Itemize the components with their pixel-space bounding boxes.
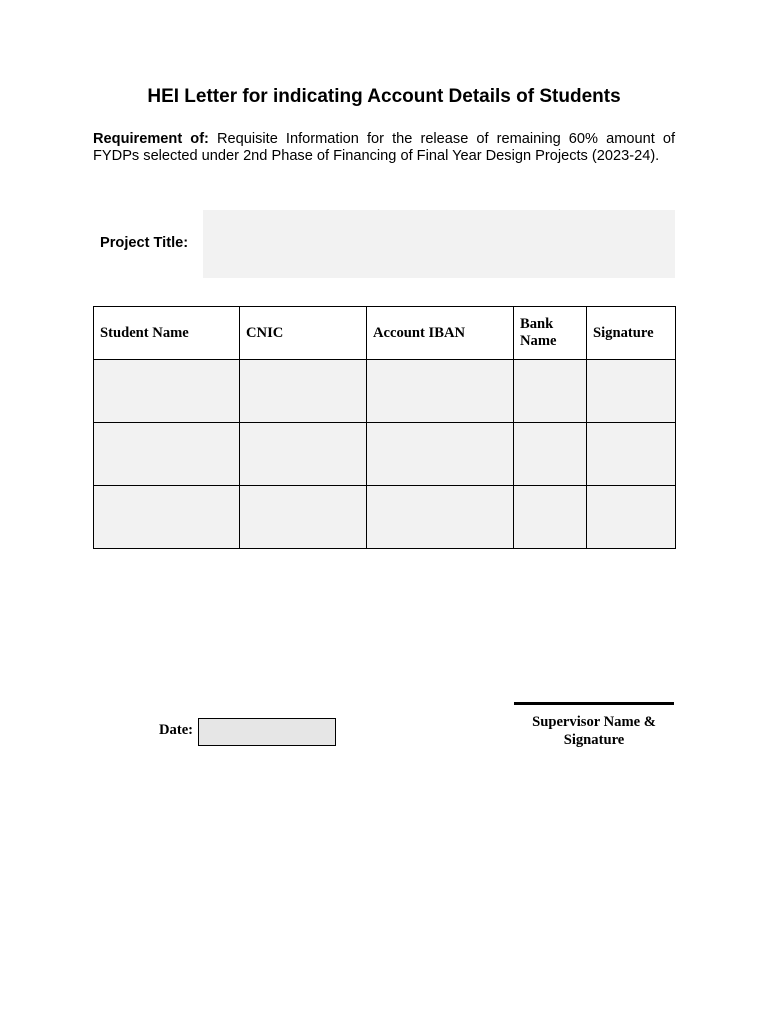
header-student-name: Student Name <box>94 307 240 360</box>
cell-student-name[interactable] <box>94 423 240 486</box>
header-signature: Signature <box>587 307 676 360</box>
cell-signature[interactable] <box>587 423 676 486</box>
date-field[interactable] <box>198 718 336 746</box>
cell-bank-name[interactable] <box>514 360 587 423</box>
cell-account-iban[interactable] <box>367 486 514 549</box>
cell-account-iban[interactable] <box>367 360 514 423</box>
cell-bank-name[interactable] <box>514 423 587 486</box>
cell-signature[interactable] <box>587 360 676 423</box>
document-title: HEI Letter for indicating Account Details of Students <box>147 86 621 107</box>
cell-signature[interactable] <box>587 486 676 549</box>
cell-cnic[interactable] <box>240 423 367 486</box>
cell-account-iban[interactable] <box>367 423 514 486</box>
signature-line <box>514 702 674 705</box>
account-details-table <box>93 306 676 549</box>
cell-bank-name[interactable] <box>514 486 587 549</box>
requirement-label: Requirement of: <box>93 131 209 147</box>
table-row <box>94 360 676 423</box>
project-title-field[interactable] <box>203 210 675 278</box>
cell-student-name[interactable] <box>94 486 240 549</box>
supervisor-signature-caption: Supervisor Name & Signature <box>532 714 656 748</box>
table-header-row <box>94 307 676 360</box>
project-title-label: Project Title: <box>100 235 189 251</box>
cell-cnic[interactable] <box>240 486 367 549</box>
header-account-iban: Account IBAN <box>367 307 514 360</box>
requirement-text: Requisite Information for the release of remaining 60% amount of FYDPs selected under 2nd Phase of Financing of Final Year Design Projects (2023-24). <box>93 131 675 164</box>
date-label: Date: <box>159 722 194 738</box>
cell-student-name[interactable] <box>94 360 240 423</box>
table-row <box>94 423 676 486</box>
cell-cnic[interactable] <box>240 360 367 423</box>
header-bank-name: Bank Name <box>514 307 587 360</box>
table-row <box>94 486 676 549</box>
requirement-paragraph <box>93 131 675 165</box>
header-cnic: CNIC <box>240 307 367 360</box>
